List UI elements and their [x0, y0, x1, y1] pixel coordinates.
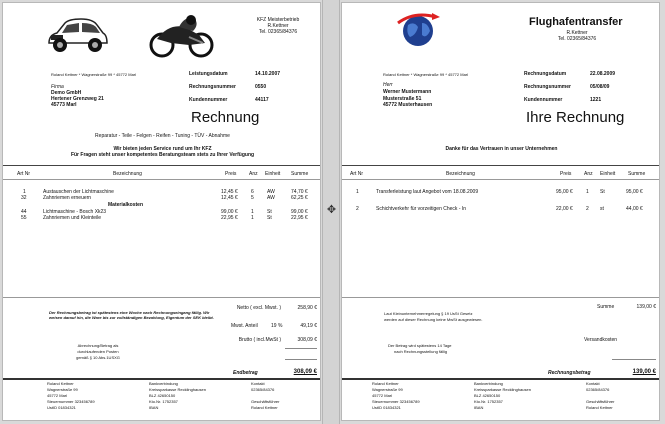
- company-line2: R.Kettner: [566, 30, 588, 36]
- recipient-city: 45773 Marl: [51, 102, 77, 108]
- row5-nr: 55: [21, 215, 27, 221]
- abrechnung-line1: Abrechnung/Betrag als: [77, 343, 119, 348]
- move-handle-icon[interactable]: ✥: [326, 203, 337, 216]
- row2-nr: 32: [21, 195, 27, 201]
- meta-label-customer-number: Kundennummer: [189, 97, 228, 103]
- row2-qty: 5: [251, 195, 254, 201]
- meta-label-customer-number: Kundennummer: [524, 97, 563, 103]
- col-header-qty: Anz: [584, 171, 593, 177]
- row1-price: 12,45 €: [221, 189, 238, 195]
- footer-contact: Kontakt 02365/84376 Geschäftsführer Roland Kettner: [251, 381, 280, 410]
- page-title: Ihre Rechnung: [526, 109, 625, 126]
- col-header-unit: Einheit: [265, 171, 281, 177]
- footer-divider: [342, 378, 660, 380]
- totals-divider: [342, 297, 660, 298]
- row2-qty: 2: [586, 206, 589, 212]
- line-items-left: [3, 189, 321, 233]
- footer-divider: [3, 378, 321, 380]
- due-line2: nach Rechnungsstellung fällig: [394, 349, 448, 354]
- row2-unit: AW: [267, 195, 275, 201]
- row2-sum: 44,00 €: [626, 206, 643, 212]
- meta-value-date: 14.10.2007: [255, 71, 281, 77]
- row4-desc: Lichtmaschine - Bosch Xk23: [43, 209, 107, 215]
- col-header-nr: Art Nr: [350, 171, 364, 177]
- subtotal-rule2: [285, 359, 317, 360]
- row4-nr: 44: [21, 209, 27, 215]
- row4-unit: St: [267, 209, 272, 215]
- sender-line: Roland Kettner * Wagnerstraße 99 * 45772 Marl: [51, 72, 137, 77]
- row1-price: 95,00 €: [556, 189, 573, 195]
- footer-address: Roland Kettner Wagnerstraße 99 45772 Marl Steuernummer 323456789 UstID 01834321: [47, 381, 95, 410]
- col-header-price: Preis: [560, 171, 572, 177]
- meta-label-date: Leistungsdatum: [189, 71, 228, 77]
- motorbike-icon: [149, 13, 215, 59]
- row1-qty: 1: [586, 189, 589, 195]
- meta-value-invoice-number: 0550: [255, 84, 267, 90]
- table-header-rule: [342, 179, 660, 180]
- intro-line1: Wir bieten jeden Service rund um Ihr KFZ: [113, 146, 212, 152]
- sender-line: Roland Kettner * Wagnerstraße 99 * 45772 Marl: [383, 72, 469, 77]
- row5-unit: St: [267, 215, 272, 221]
- footer-contact: Kontakt 02365/84376 Geschäftsführer Roland Kettner: [586, 381, 615, 410]
- end-label: Endbetrag: [233, 370, 258, 376]
- table-header-rule: [3, 179, 321, 180]
- row4-qty: 1: [251, 209, 254, 215]
- row1-unit: St: [600, 189, 605, 195]
- invoice-page-left: [2, 2, 321, 421]
- row1-desc: Transferleistung laut Angebot vom 18.08.2009: [376, 189, 479, 195]
- brutto-label: Brutto ( incl.MwSt ): [238, 337, 281, 343]
- row2-desc: Schichtverkehr für vorzeitigen Check - In: [376, 206, 467, 212]
- recipient-city: 45772 Musterhausen: [383, 102, 433, 108]
- row2-unit: st: [600, 206, 604, 212]
- subtotal-rule: [612, 359, 656, 360]
- recipient-name: Werner Mustermann: [383, 89, 432, 95]
- row2-sum: 62,25 €: [291, 195, 308, 201]
- col-header-sum: Summe: [628, 171, 646, 177]
- netto-value: 258,90 €: [297, 305, 317, 311]
- col-header-nr: Art Nr: [17, 171, 31, 177]
- sum-label: Summe: [597, 304, 615, 310]
- row1-sum: 74,70 €: [291, 189, 308, 195]
- meta-value-date: 22.08.2009: [590, 71, 616, 77]
- table-divider-top: [342, 165, 660, 166]
- row1-qty: 6: [251, 189, 254, 195]
- row1-sum: 95,00 €: [626, 189, 643, 195]
- subtotal-rule1: [285, 348, 317, 349]
- row1-unit: AW: [267, 189, 275, 195]
- netto-label: Netto ( excl. Mwst. ): [236, 305, 281, 311]
- globe-logo-icon: [394, 9, 442, 49]
- abrechnung-line3: gemäß § 10 Abs.1USXG: [76, 355, 120, 360]
- totals-divider: [3, 297, 321, 298]
- row1-nr: 1: [23, 189, 26, 195]
- line-items-right: [342, 189, 660, 219]
- end-label: Rechnungsbetrag: [548, 370, 591, 376]
- meta-label-invoice-number: Rechnungsnummer: [524, 84, 571, 90]
- col-header-price: Preis: [225, 171, 237, 177]
- row1-desc: Austauschen der Lichtmaschine: [43, 189, 114, 195]
- company-line1: KFZ Meisterbetrieb: [256, 17, 300, 23]
- col-header-qty: Anz: [249, 171, 258, 177]
- meta-value-invoice-number: 05/08/09: [590, 84, 610, 90]
- due-line1: Der Betrag wird spätestens 14 Tage: [388, 343, 452, 348]
- intro-line1: Danke für das Vertrauen in unser Unternehmen: [445, 146, 558, 152]
- footer-bank: Bankverbindung Kreissparkasse Recklinghausen BLZ 42650150 Kto.Nr. 1752357 IBAN: [149, 381, 206, 410]
- row2-nr: 2: [356, 206, 359, 212]
- col-header-sum: Summe: [291, 171, 309, 177]
- company-line3: Tel. 02365/84376: [557, 36, 597, 42]
- payment-note: Der Rechnungsbetrag ist spätestens eine Woche nach Rechnungseingang fällig. Wir weisen darauf hin, die Ware bis zur vollständigen Bezahlung, Eigentum der SEK bleibt.: [49, 310, 214, 320]
- note-line2: werden auf dieser Rechnung keine MwSt ausgewiesen.: [384, 317, 483, 322]
- services-line: Reparatur - Teile - Felgen - Reifen - Tuning - TÜV - Abnahme: [95, 133, 230, 139]
- recipient-street: Musterstraße 51: [383, 96, 422, 102]
- end-value: 308,09 €: [293, 369, 317, 375]
- col-header-desc: Bezeichnung: [113, 171, 142, 177]
- recipient-label: Herr: [383, 82, 393, 88]
- car-icon: [45, 15, 109, 55]
- mwst-rate: 19 %: [271, 323, 283, 329]
- page-title-top: Flughafentransfer: [529, 16, 623, 28]
- row5-qty: 1: [251, 215, 254, 221]
- brutto-value: 308,09 €: [297, 337, 317, 343]
- row5-sum: 22,95 €: [291, 215, 308, 221]
- row5-desc: Zahnriemen und Kleinteile: [43, 215, 102, 221]
- row2-price: 12,45 €: [221, 195, 238, 201]
- invoice-page-right: [341, 2, 660, 421]
- row1-nr: 1: [356, 189, 359, 195]
- row2-price: 22,00 €: [556, 206, 573, 212]
- recipient-street: Hertener Grenzweg 21: [51, 96, 104, 102]
- page-title: Rechnung: [191, 109, 260, 126]
- mwst-value: 49,19 €: [300, 323, 317, 329]
- recipient-name: Demo GmbH: [51, 90, 82, 96]
- meta-value-customer-number: 44117: [255, 97, 269, 103]
- meta-label-date: Rechnungsdatum: [524, 71, 567, 77]
- end-value: 139,00 €: [632, 369, 656, 375]
- col-header-unit: Einheit: [600, 171, 616, 177]
- footer-bank: Bankverbindung Kreissparkasse Recklinghausen BLZ 42650150 Kto.Nr. 1752357 IBAN: [474, 381, 531, 410]
- abrechnung-line2: durchlaufenden Posten: [77, 349, 119, 354]
- table-divider-top: [3, 165, 321, 166]
- note-line1: Laut Kleinunternehmerregelung § 19 UsSt Gesetz: [384, 311, 473, 316]
- footer-address: Roland Kettner Wagnerstraße 99 45772 Marl Steuernummer 323456789 UstID 01834321: [372, 381, 420, 410]
- row4-sum: 99,00 €: [291, 209, 308, 215]
- row5-price: 22,95 €: [221, 215, 238, 221]
- col-header-desc: Bezeichnung: [446, 171, 475, 177]
- meta-label-invoice-number: Rechnungsnummer: [189, 84, 236, 90]
- recipient-label: Firma: [51, 84, 64, 90]
- intro-line2: Für Fragen steht unser kompetentes Beratungsteam stets zu Ihrer Verfügung: [70, 152, 255, 158]
- sum-value: 139,00 €: [636, 304, 656, 310]
- company-line3: Tel. 02365/84376: [258, 29, 298, 35]
- row2-desc: Zahnriemen erneuern: [43, 195, 92, 201]
- meta-value-customer-number: 1221: [590, 97, 602, 103]
- company-line2: R.Kettner: [267, 23, 289, 29]
- row4-price: 99,00 €: [221, 209, 238, 215]
- mwst-label: Mwst. Anteil: [231, 323, 258, 329]
- versand-label: Versandkosten: [584, 337, 618, 343]
- row3-section-label: Materialkosten: [108, 202, 144, 208]
